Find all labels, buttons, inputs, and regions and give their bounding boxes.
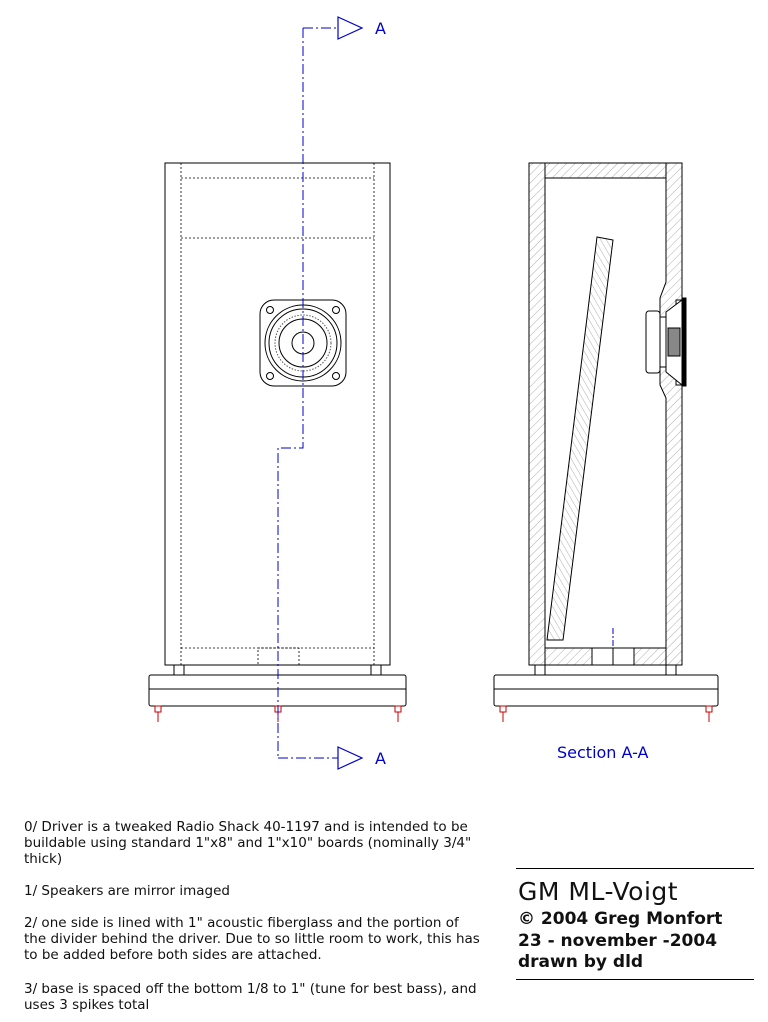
section-marker-top: A	[375, 19, 386, 38]
section-caption: Section A-A	[557, 743, 649, 762]
drawing-title: GM ML-Voigt	[518, 877, 679, 906]
section-view	[494, 163, 718, 722]
section-marker-bottom: A	[375, 749, 386, 768]
drawn-by-line: drawn by dld	[518, 952, 644, 972]
note-1: 1/ Speakers are mirror imaged	[24, 883, 230, 899]
section-arrow-bottom	[338, 747, 362, 769]
section-spikes	[500, 706, 712, 722]
note-0: 0/ Driver is a tweaked Radio Shack 40-1197 and is intended to be buildable using standard 1"x8" and 1"x10" boards (nominally 3/4" thick)	[24, 819, 472, 867]
title-block	[516, 868, 754, 980]
section-base-plinth	[494, 675, 718, 706]
date-line: 23 - november -2004	[518, 931, 718, 951]
note-2: 2/ one side is lined with 1" acoustic fiberglass and the portion of the divider behind the driver. Due to so little room to work, this has to be added before both sides are attached.	[24, 915, 480, 963]
copyright-line: © 2004 Greg Monfort	[518, 909, 723, 929]
section-back-wall	[529, 163, 545, 665]
note-3: 3/ base is spaced off the bottom 1/8 to 1" (tune for best bass), and uses 3 spikes total	[24, 981, 477, 1013]
section-arrow-top	[338, 17, 362, 39]
section-top-panel	[545, 163, 666, 178]
